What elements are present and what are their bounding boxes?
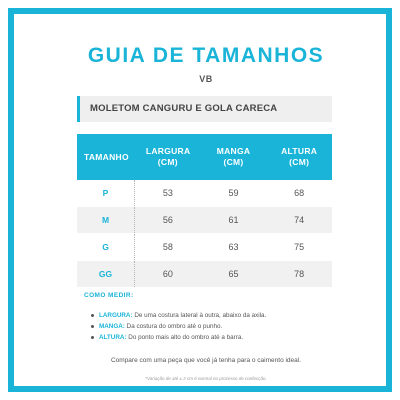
table-row — [77, 180, 332, 207]
header-altura: ALTURA (CM) — [281, 146, 318, 167]
product-name-bar — [77, 96, 332, 122]
measure-description: Do ponto mais alto do ombro até a barra. — [126, 334, 244, 341]
size-cell: G — [77, 234, 135, 260]
bullet-icon — [91, 325, 94, 328]
list-item — [90, 310, 350, 321]
header-tamanho: TAMANHO — [84, 151, 129, 162]
manga-cell: 63 — [228, 242, 239, 252]
list-item — [90, 321, 350, 332]
how-to-measure-heading: COMO MEDIR: — [84, 292, 134, 299]
page-title: GUIA DE TAMANHOS — [87, 44, 325, 67]
largura-cell: 56 — [162, 215, 173, 225]
size-cell: GG — [77, 261, 135, 287]
measure-description: Da costura do ombro até o punho. — [124, 323, 223, 330]
table-row — [77, 234, 332, 261]
header-largura: LARGURA (CM) — [145, 146, 191, 167]
manga-cell: 65 — [228, 269, 239, 279]
measure-term: ALTURA: — [99, 334, 127, 341]
brand-label: VB — [199, 74, 213, 84]
size-guide-card — [8, 8, 392, 392]
measure-instructions — [90, 310, 350, 343]
altura-cell: 68 — [294, 188, 305, 198]
size-cell: P — [77, 180, 135, 206]
table-row — [77, 207, 332, 234]
size-table — [77, 134, 332, 288]
list-item — [90, 332, 350, 343]
largura-cell: 58 — [162, 242, 173, 252]
table-row — [77, 261, 332, 288]
size-cell: M — [77, 207, 135, 233]
manga-cell: 59 — [228, 188, 239, 198]
table-header — [77, 134, 332, 180]
measure-term: MANGA: — [99, 323, 125, 330]
product-name: MOLETOM CANGURU E GOLA CARECA — [90, 103, 278, 114]
largura-cell: 60 — [162, 269, 173, 279]
measure-description: De uma costura lateral à outra, abaixo da axila. — [132, 312, 267, 319]
tolerance-note: *Variação de até ± 2 cm é normal no processo de confecção. — [145, 376, 267, 381]
compare-tip: Compare com uma peça que você já tenha para o caimento ideal. — [110, 357, 302, 364]
manga-cell: 61 — [228, 215, 239, 225]
bullet-icon — [91, 336, 94, 339]
measure-term: LARGURA: — [99, 312, 133, 319]
largura-cell: 53 — [162, 188, 173, 198]
header-manga: MANGA (CM) — [216, 146, 251, 167]
altura-cell: 78 — [294, 269, 305, 279]
altura-cell: 75 — [294, 242, 305, 252]
altura-cell: 74 — [294, 215, 305, 225]
bullet-icon — [91, 314, 94, 317]
